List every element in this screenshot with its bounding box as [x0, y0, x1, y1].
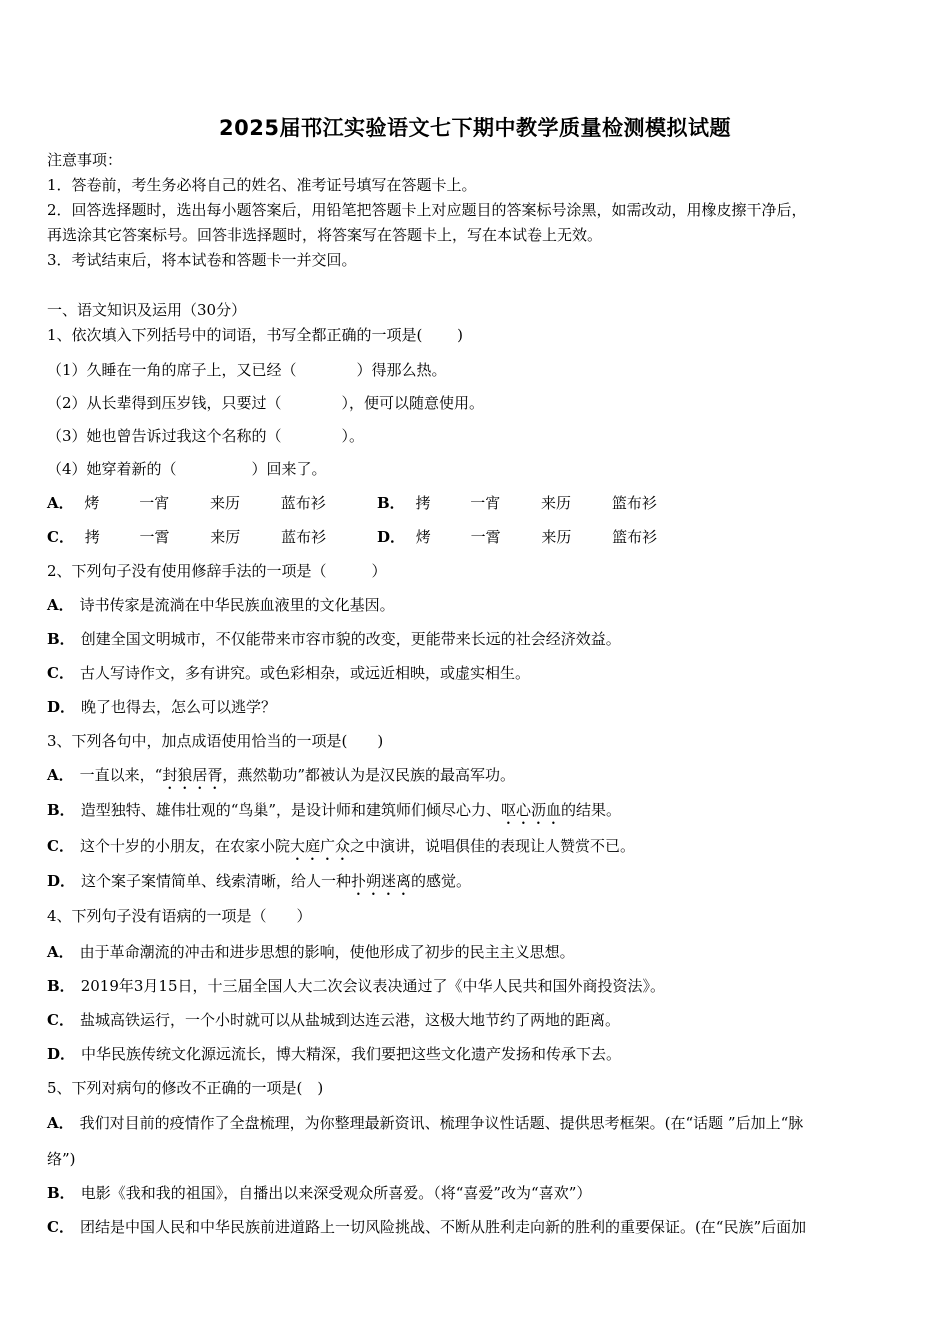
- option-word: 来历: [541, 494, 572, 512]
- question-3-stem: 3、下列各句中，加点成语使用恰当的一项是( ): [47, 732, 384, 750]
- option-text: 的结果。: [561, 801, 622, 819]
- option-label: C．: [47, 664, 74, 682]
- option-text: 由于革命潮流的冲击和进步思想的影响，使他形成了初步的民主主义思想。: [79, 943, 575, 961]
- option-word: 一霄: [139, 528, 170, 546]
- option-label: C．: [47, 528, 74, 546]
- option-label: A．: [47, 494, 74, 512]
- option-label: B．: [47, 630, 75, 648]
- q5-option-a[interactable]: [47, 1113, 803, 1133]
- q5-option-b[interactable]: [47, 1183, 591, 1203]
- q1-option-a[interactable]: [47, 493, 326, 513]
- q3-option-c[interactable]: [47, 836, 635, 864]
- notice-item: 2．回答选择题时，选出每小题答案后，用铅笔把答题卡上对应题目的答案标号涂黑，如需改动，用橡皮擦干净后，: [47, 201, 807, 219]
- option-label: B．: [47, 1184, 75, 1202]
- option-text: 电影《我和我的祖国》，自播出以来深受观众所喜爱。（将“喜爱”改为“喜欢”）: [80, 1184, 592, 1202]
- option-word: 拷: [415, 494, 431, 512]
- q4-option-c[interactable]: [47, 1010, 620, 1030]
- q1-option-d[interactable]: [377, 527, 657, 547]
- option-word: 一宵: [139, 494, 170, 512]
- q1-blank: （3）她也曾告诉过我这个名称的（ ）。: [47, 427, 365, 445]
- option-label: B．: [47, 801, 75, 819]
- option-word: 蓝布衫: [281, 528, 327, 546]
- dotted-idiom: 扑朔迷离: [351, 872, 412, 890]
- q4-option-b[interactable]: [47, 976, 665, 996]
- q5-option-c[interactable]: [47, 1217, 806, 1237]
- notice-item: 1．答卷前，考生务必将自己的姓名、准考证号填写在答题卡上。: [47, 176, 477, 194]
- question-1-stem: 1、依次填入下列括号中的词语，书写全都正确的一项是( ): [47, 326, 464, 344]
- q1-blank: （1）久睡在一角的席子上，又已经（ ）得那么热。: [47, 361, 447, 379]
- option-label: A．: [47, 1114, 74, 1132]
- q3-option-d[interactable]: [47, 871, 471, 899]
- option-label: A．: [47, 596, 74, 614]
- option-text: 团结是中国人民和中华民族前进道路上一切风险挑战、不断从胜利走向新的胜利的重要保证。(在“民族”后面加: [79, 1218, 807, 1236]
- option-text: 造型独特、雄伟壮观的“鸟巢”，是设计师和建筑师们倾尽心力、: [80, 801, 502, 819]
- notice-heading: 注意事项：: [47, 151, 123, 169]
- q2-option-c[interactable]: [47, 663, 530, 683]
- option-text: 中华民族传统文化源远流长，博大精深，我们要把这些文化遗产发扬和传承下去。: [81, 1045, 622, 1063]
- option-word: 一宵: [470, 494, 501, 512]
- option-text: 之中演讲，说唱俱佳的表现让人赞赏不已。: [349, 837, 635, 855]
- option-text: 这个案子案情简单、线索清晰，给人一种: [81, 872, 352, 890]
- option-word: 来厉: [210, 528, 241, 546]
- option-label: C．: [47, 837, 74, 855]
- q4-option-a[interactable]: [47, 942, 575, 962]
- option-text: 我们对目前的疫情作了全盘梳理，为你整理最新资讯、梳理争议性话题、提供思考框架。(在“话题 ”后加上“脉: [79, 1114, 804, 1132]
- option-label: C．: [47, 1218, 74, 1236]
- q2-option-d[interactable]: [47, 697, 276, 717]
- question-4-stem: 4、下列句子没有语病的一项是（ ）: [47, 907, 312, 925]
- option-label: B．: [47, 977, 75, 995]
- option-text: 晚了也得去，怎么可以逃学？: [81, 698, 277, 716]
- dotted-idiom: 大庭广众: [289, 837, 350, 855]
- q4-option-d[interactable]: [47, 1044, 621, 1064]
- dotted-idiom: 封狼居胥: [162, 766, 223, 784]
- q2-option-b[interactable]: [47, 629, 621, 649]
- q3-option-a[interactable]: [47, 765, 515, 793]
- option-word: 蓝布衫: [280, 494, 326, 512]
- option-text: 古人写诗作文，多有讲究。或色彩相杂，或远近相映，或虚实相生。: [79, 664, 530, 682]
- q1-option-c[interactable]: [47, 527, 326, 547]
- option-text: 诗书传家是流淌在中华民族血液里的文化基因。: [79, 596, 395, 614]
- option-word: 篮布衫: [612, 528, 658, 546]
- notice-item: 再选涂其它答案标号。回答非选择题时，将答案写在答题卡上，写在本试卷上无效。: [47, 226, 603, 244]
- option-word: 拷: [84, 528, 100, 546]
- option-label: B．: [377, 494, 405, 512]
- option-text: 一直以来，“: [79, 766, 163, 784]
- notice-item: 3．考试结束后，将本试卷和答题卡一并交回。: [47, 251, 357, 269]
- option-word: 烤: [84, 494, 100, 512]
- option-label: D．: [47, 872, 76, 890]
- option-word: 来历: [541, 528, 572, 546]
- option-word: 篮布衫: [611, 494, 657, 512]
- option-label: D．: [47, 698, 76, 716]
- option-label: A．: [47, 943, 74, 961]
- option-text: 这个十岁的小朋友，在农家小院: [79, 837, 290, 855]
- option-word: 来历: [209, 494, 240, 512]
- q2-option-a[interactable]: [47, 595, 395, 615]
- option-text: 2019年3月15日，十三届全国人大二次会议表决通过了《中华人民共和国外商投资法》。: [80, 977, 665, 995]
- option-label: C．: [47, 1011, 74, 1029]
- q1-blank: （2）从长辈得到压岁钱，只要过（ ），便可以随意使用。: [47, 394, 485, 412]
- question-5-stem: 5、下列对病句的修改不正确的一项是( ): [47, 1079, 324, 1097]
- section-heading: 一、语文知识及运用（30分）: [47, 301, 247, 319]
- option-label: D．: [47, 1045, 76, 1063]
- option-label: D．: [377, 528, 406, 546]
- question-2-stem: 2、下列句子没有使用修辞手法的一项是（ ）: [47, 562, 387, 580]
- option-label: A．: [47, 766, 74, 784]
- page-title: 2025届邗江实验语文七下期中教学质量检测模拟试题: [219, 116, 731, 140]
- q1-blank: （4）她穿着新的（ ）回来了。: [47, 460, 327, 478]
- option-text: 盐城高铁运行，一个小时就可以从盐城到达连云港，这极大地节约了两地的距离。: [79, 1011, 620, 1029]
- option-text: ，燕然勒功”都被认为是汉民族的最高军功。: [222, 766, 515, 784]
- option-word: 烤: [415, 528, 431, 546]
- dotted-idiom: 呕心沥血: [501, 801, 562, 819]
- q3-option-b[interactable]: [47, 800, 621, 828]
- q5-option-a-continued: 络”): [47, 1150, 76, 1168]
- option-text: 的感觉。: [411, 872, 472, 890]
- q1-option-b[interactable]: [377, 493, 657, 513]
- option-text: 创建全国文明城市，不仅能带来市容市貌的改变，更能带来长远的社会经济效益。: [80, 630, 621, 648]
- option-word: 一霄: [470, 528, 501, 546]
